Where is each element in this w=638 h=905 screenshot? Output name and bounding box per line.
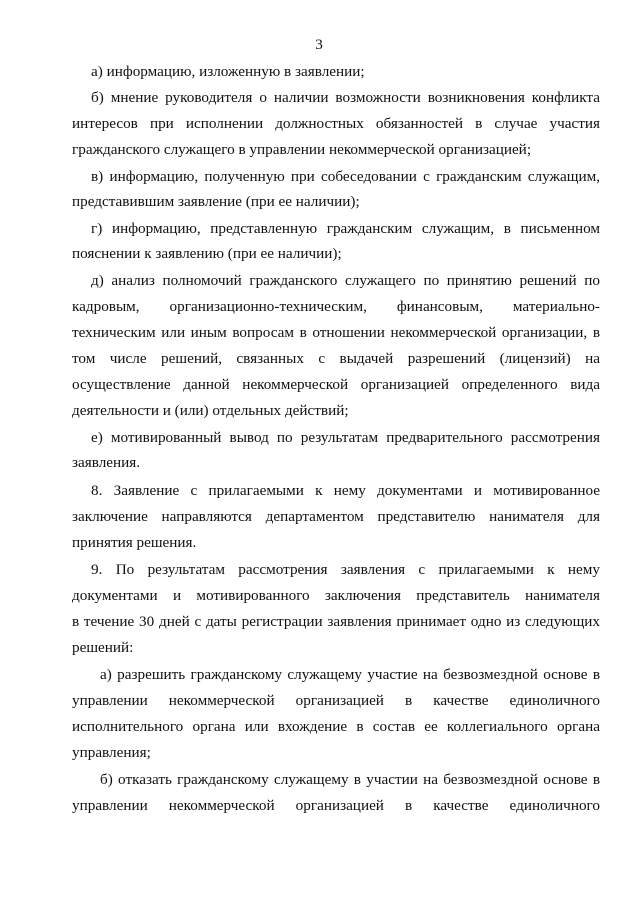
text-line: г) информацию, представленную гражданским служащим, в письменном — [91, 220, 600, 237]
text-line: а) разрешить гражданскому служащему участие на безвозмездной основе в — [100, 666, 600, 683]
text-line: в течение 30 дней с даты регистрации заявления принимает одно из следующих — [72, 613, 600, 630]
text-line: управлении некоммерческой организацией в качестве единоличного — [72, 797, 600, 814]
text-line: управления; — [72, 744, 151, 761]
text-line: д) анализ полномочий гражданского служащего по принятию решений по — [91, 272, 600, 289]
text-line: решений: — [72, 639, 134, 656]
text-line: 8. Заявление с прилагаемыми к нему документами и мотивированное — [91, 482, 600, 499]
page-number: 3 — [315, 36, 323, 53]
text-line: гражданского служащего в управлении некоммерческой организацией; — [72, 141, 532, 158]
text-line: принятия решения. — [72, 534, 197, 551]
text-line: е) мотивированный вывод по результатам предварительного рассмотрения — [91, 429, 600, 446]
text-line: заявления. — [72, 454, 141, 471]
text-line: а) информацию, изложенную в заявлении; — [91, 63, 365, 80]
text-line: осуществление данной некоммерческой организацией определенного вида — [72, 376, 600, 393]
text-line: управлении некоммерческой организацией в качестве единоличного — [72, 692, 600, 709]
text-line: деятельности и (или) отдельных действий; — [72, 402, 349, 419]
text-line: б) мнение руководителя о наличии возможности возникновения конфликта — [91, 89, 600, 106]
text-line: исполнительного органа или вхождение в состав ее коллегиального органа — [72, 718, 600, 735]
text-line: пояснении к заявлению (при ее наличии); — [72, 245, 342, 262]
text-line: б) отказать гражданскому служащему в участии на безвозмездной основе в — [100, 771, 600, 788]
text-line: документами и мотивированного заключения представитель нанимателя — [72, 587, 600, 604]
text-line: кадровым, организационно-техническим, финансовым, материально- — [72, 298, 600, 315]
text-line: представившим заявление (при ее наличии); — [72, 193, 360, 210]
text-line: заключение направляются департаментом представителю нанимателя для — [72, 508, 600, 525]
text-line: том числе решений, связанных с выдачей разрешений (лицензий) на — [72, 350, 600, 367]
text-line: 9. По результатам рассмотрения заявления с прилагаемыми к нему — [91, 561, 600, 578]
text-line: техническим или иным вопросам в отношении некоммерческой организации, в — [72, 324, 600, 341]
text-line: в) информацию, полученную при собеседовании с гражданским служащим, — [91, 168, 600, 185]
text-line: интересов при исполнении должностных обязанностей в случае участия — [72, 115, 600, 132]
